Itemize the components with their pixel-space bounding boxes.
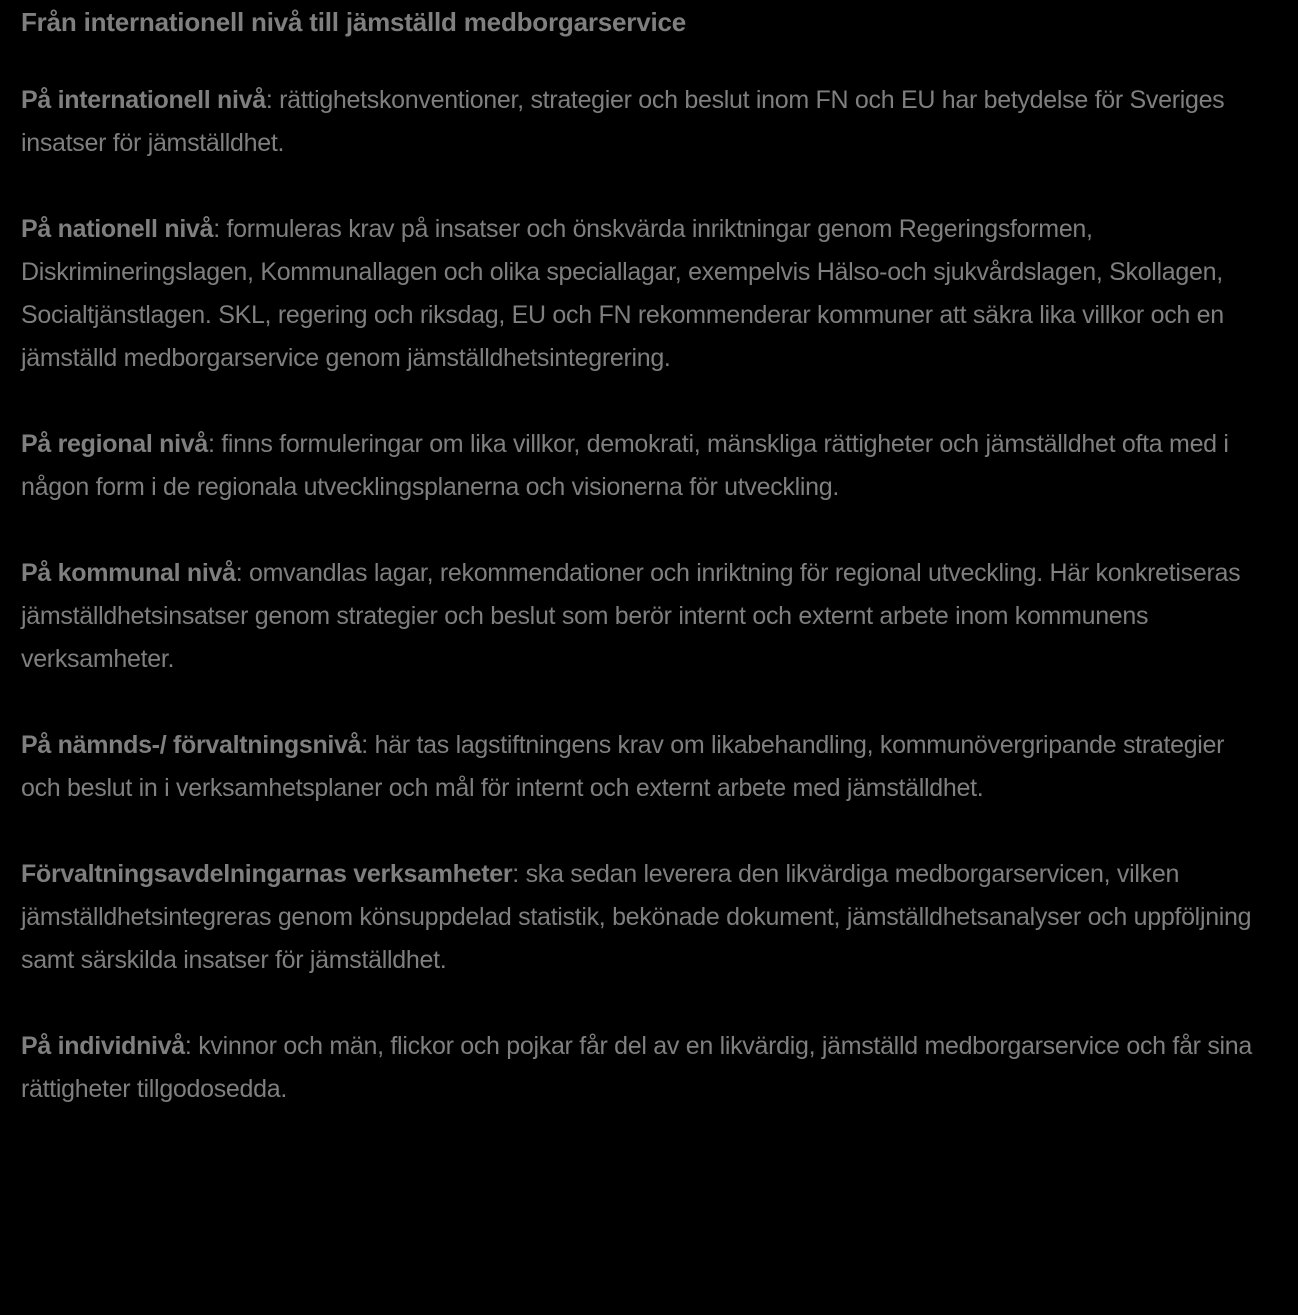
- section-text: : finns formuleringar om lika villkor, demokrati, mänskliga rättigheter och jämställdhet ofta med i någon form i de regionala utvecklingsplanerna och visionerna för utveckling.: [21, 430, 1229, 501]
- section-individual-level: [21, 1025, 1261, 1111]
- section-text: : omvandlas lagar, rekommendationer och inriktning för regional utveckling. Här konkretiseras jämställdhetsinsatser genom strategier och beslut som berör internt och externt arbete inom kommunens verksamheter.: [21, 559, 1241, 673]
- section-text: : rättighetskonventioner, strategier och beslut inom FN och EU har betydelse för Sveriges insatser för jämställdhet.: [21, 86, 1225, 157]
- document-page: [21, 0, 1261, 1111]
- section-term: På nämnds-/ förvaltningsnivå: [21, 731, 362, 759]
- section-international-level: [21, 79, 1261, 165]
- section-municipal-level: [21, 552, 1261, 681]
- section-departments: [21, 853, 1261, 982]
- section-term: På kommunal nivå: [21, 559, 236, 587]
- section-term: På regional nivå: [21, 430, 208, 458]
- section-term: På individnivå: [21, 1032, 185, 1060]
- section-term: På internationell nivå: [21, 86, 266, 114]
- section-regional-level: [21, 423, 1261, 509]
- section-committee-level: [21, 724, 1261, 810]
- section-text: : ska sedan leverera den likvärdiga medborgarservicen, vilken jämställdhetsintegreras genom könsuppdelad statistik, bekönade dokument, jämställdhetsanalyser och uppföljning samt särskilda insatser för jämställdhet.: [21, 860, 1252, 974]
- section-term: På nationell nivå: [21, 215, 214, 243]
- document-title: Från internationell nivå till jämställd medborgarservice: [21, 7, 687, 37]
- section-text: : formuleras krav på insatser och önskvärda inriktningar genom Regeringsformen, Diskrimineringslagen, Kommunallagen och olika speciallagar, exempelvis Hälso-och sjukvårdslagen, Skollagen, Socialtjänstlagen. SKL, regering och riksdag, EU och FN rekommenderar kommuner att säkra lika villkor och en jämställd medborgarservice genom jämställdhetsintegrering.: [21, 215, 1224, 372]
- section-text: : här tas lagstiftningens krav om likabehandling, kommunövergripande strategier och beslut in i verksamhetsplaner och mål för internt och externt arbete med jämställdhet.: [21, 731, 1225, 802]
- section-national-level: [21, 208, 1261, 380]
- section-term: Förvaltningsavdelningarnas verksamheter: [21, 860, 513, 888]
- section-text: : kvinnor och män, flickor och pojkar får del av en likvärdig, jämställd medborgarservice och får sina rättigheter tillgodosedda.: [21, 1032, 1253, 1103]
